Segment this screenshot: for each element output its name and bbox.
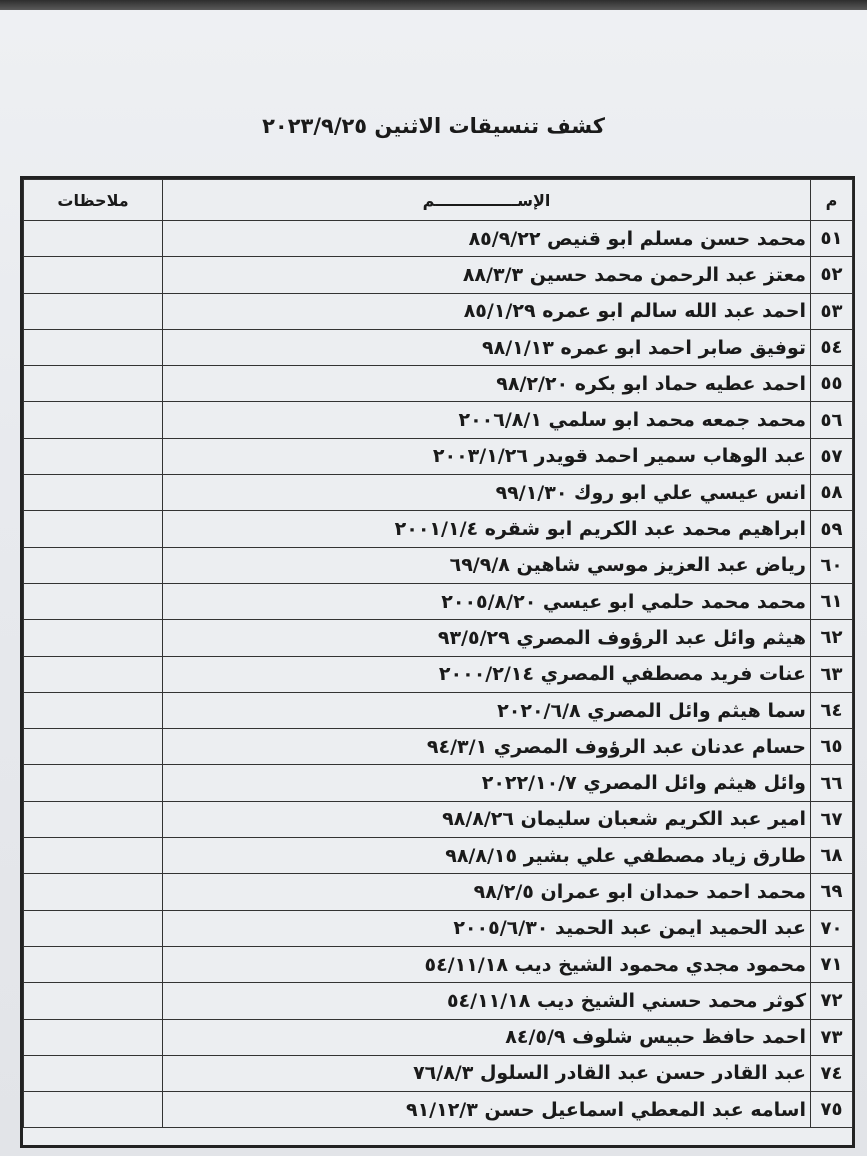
row-name: عبد القادر حسن عبد القادر السلول ٧٦/٨/٣	[163, 1055, 811, 1091]
row-notes	[24, 620, 163, 656]
row-notes	[24, 511, 163, 547]
table-row	[24, 1092, 853, 1128]
header-number: م	[811, 180, 853, 221]
row-notes	[24, 583, 163, 619]
table-row	[24, 620, 853, 656]
row-notes	[24, 329, 163, 365]
table-row	[24, 765, 853, 801]
row-number: ٧٣	[811, 1019, 853, 1055]
row-name: محمد جمعه محمد ابو سلمي ٢٠٠٦/٨/١	[163, 402, 811, 438]
table-row	[24, 910, 853, 946]
row-name: حسام عدنان عبد الرؤوف المصري ٩٤/٣/١	[163, 729, 811, 765]
row-number: ٦٣	[811, 656, 853, 692]
row-number: ٧٢	[811, 983, 853, 1019]
row-notes	[24, 366, 163, 402]
row-name: محمد احمد حمدان ابو عمران ٩٨/٢/٥	[163, 874, 811, 910]
table-row	[24, 475, 853, 511]
row-number: ٧٠	[811, 910, 853, 946]
row-notes	[24, 692, 163, 728]
row-number: ٧٥	[811, 1092, 853, 1128]
row-notes	[24, 438, 163, 474]
table-row	[24, 838, 853, 874]
table-body	[24, 221, 853, 1128]
header-name: الإســـــــــــــــم	[163, 180, 811, 221]
row-name: سما هيثم وائل المصري ٢٠٢٠/٦/٨	[163, 692, 811, 728]
table-row	[24, 656, 853, 692]
row-notes	[24, 547, 163, 583]
row-notes	[24, 910, 163, 946]
row-number: ٥١	[811, 221, 853, 257]
row-number: ٥٨	[811, 475, 853, 511]
row-name: امير عبد الكريم شعبان سليمان ٩٨/٨/٢٦	[163, 801, 811, 837]
row-notes	[24, 221, 163, 257]
row-notes	[24, 475, 163, 511]
row-name: احمد عطيه حماد ابو بكره ٩٨/٢/٢٠	[163, 366, 811, 402]
row-name: عبد الحميد ايمن عبد الحميد ٢٠٠٥/٦/٣٠	[163, 910, 811, 946]
row-name: محمود مجدي محمود الشيخ ديب ٥٤/١١/١٨	[163, 946, 811, 982]
row-number: ٦١	[811, 583, 853, 619]
row-name: محمد محمد حلمي ابو عيسي ٢٠٠٥/٨/٢٠	[163, 583, 811, 619]
row-name: عنات فريد مصطفي المصري ٢٠٠٠/٢/١٤	[163, 656, 811, 692]
header-notes: ملاحظات	[24, 180, 163, 221]
paper-sheet	[0, 10, 867, 1156]
row-number: ٥٧	[811, 438, 853, 474]
row-notes	[24, 1092, 163, 1128]
table-header-row	[24, 180, 853, 221]
table-row	[24, 801, 853, 837]
row-name: وائل هيثم وائل المصري ٢٠٢٢/١٠/٧	[163, 765, 811, 801]
row-number: ٥٥	[811, 366, 853, 402]
row-name: انس عيسي علي ابو روك ٩٩/١/٣٠	[163, 475, 811, 511]
table-row	[24, 946, 853, 982]
row-name: طارق زياد مصطفي علي بشير ٩٨/٨/١٥	[163, 838, 811, 874]
row-number: ٦٥	[811, 729, 853, 765]
row-notes	[24, 293, 163, 329]
row-notes	[24, 838, 163, 874]
row-name: ابراهيم محمد عبد الكريم ابو شقره ٢٠٠١/١/٤	[163, 511, 811, 547]
row-name: توفيق صابر احمد ابو عمره ٩٨/١/١٣	[163, 329, 811, 365]
row-notes	[24, 1019, 163, 1055]
row-number: ٥٩	[811, 511, 853, 547]
table-row	[24, 729, 853, 765]
table-row	[24, 293, 853, 329]
table-row	[24, 221, 853, 257]
row-notes	[24, 874, 163, 910]
table-row	[24, 438, 853, 474]
row-number: ٥٦	[811, 402, 853, 438]
row-notes	[24, 983, 163, 1019]
row-notes	[24, 402, 163, 438]
roster-table-frame	[20, 176, 855, 1148]
row-notes	[24, 801, 163, 837]
table-row	[24, 583, 853, 619]
row-name: عبد الوهاب سمير احمد قويدر ٢٠٠٣/١/٢٦	[163, 438, 811, 474]
row-name: محمد حسن مسلم ابو قنيص ٨٥/٩/٢٢	[163, 221, 811, 257]
table-row	[24, 874, 853, 910]
row-number: ٧٤	[811, 1055, 853, 1091]
row-notes	[24, 1055, 163, 1091]
table-row	[24, 547, 853, 583]
row-name: معتز عبد الرحمن محمد حسين ٨٨/٣/٣	[163, 257, 811, 293]
row-number: ٥٤	[811, 329, 853, 365]
row-number: ٦٢	[811, 620, 853, 656]
table-row	[24, 1019, 853, 1055]
row-number: ٦٠	[811, 547, 853, 583]
row-number: ٦٩	[811, 874, 853, 910]
row-name: رياض عبد العزيز موسي شاهين ٦٩/٩/٨	[163, 547, 811, 583]
table-row	[24, 983, 853, 1019]
table-row	[24, 1055, 853, 1091]
row-number: ٥٣	[811, 293, 853, 329]
table-row	[24, 511, 853, 547]
row-number: ٧١	[811, 946, 853, 982]
table-row	[24, 366, 853, 402]
row-name: هيثم وائل عبد الرؤوف المصري ٩٣/٥/٢٩	[163, 620, 811, 656]
table-row	[24, 692, 853, 728]
row-notes	[24, 946, 163, 982]
row-name: كوثر محمد حسني الشيخ ديب ٥٤/١١/١٨	[163, 983, 811, 1019]
row-notes	[24, 656, 163, 692]
row-name: احمد عبد الله سالم ابو عمره ٨٥/١/٢٩	[163, 293, 811, 329]
table-row	[24, 257, 853, 293]
table-row	[24, 402, 853, 438]
row-number: ٦٨	[811, 838, 853, 874]
row-name: اسامه عبد المعطي اسماعيل حسن ٩١/١٢/٣	[163, 1092, 811, 1128]
table-row	[24, 329, 853, 365]
row-number: ٥٢	[811, 257, 853, 293]
row-notes	[24, 765, 163, 801]
row-number: ٦٤	[811, 692, 853, 728]
roster-table	[23, 179, 853, 1128]
row-name: احمد حافظ حبيس شلوف ٨٤/٥/٩	[163, 1019, 811, 1055]
document-title: كشف تنسيقات الاثنين ٢٠٢٣/٩/٢٥	[262, 114, 605, 138]
row-number: ٦٧	[811, 801, 853, 837]
row-notes	[24, 729, 163, 765]
row-number: ٦٦	[811, 765, 853, 801]
row-notes	[24, 257, 163, 293]
